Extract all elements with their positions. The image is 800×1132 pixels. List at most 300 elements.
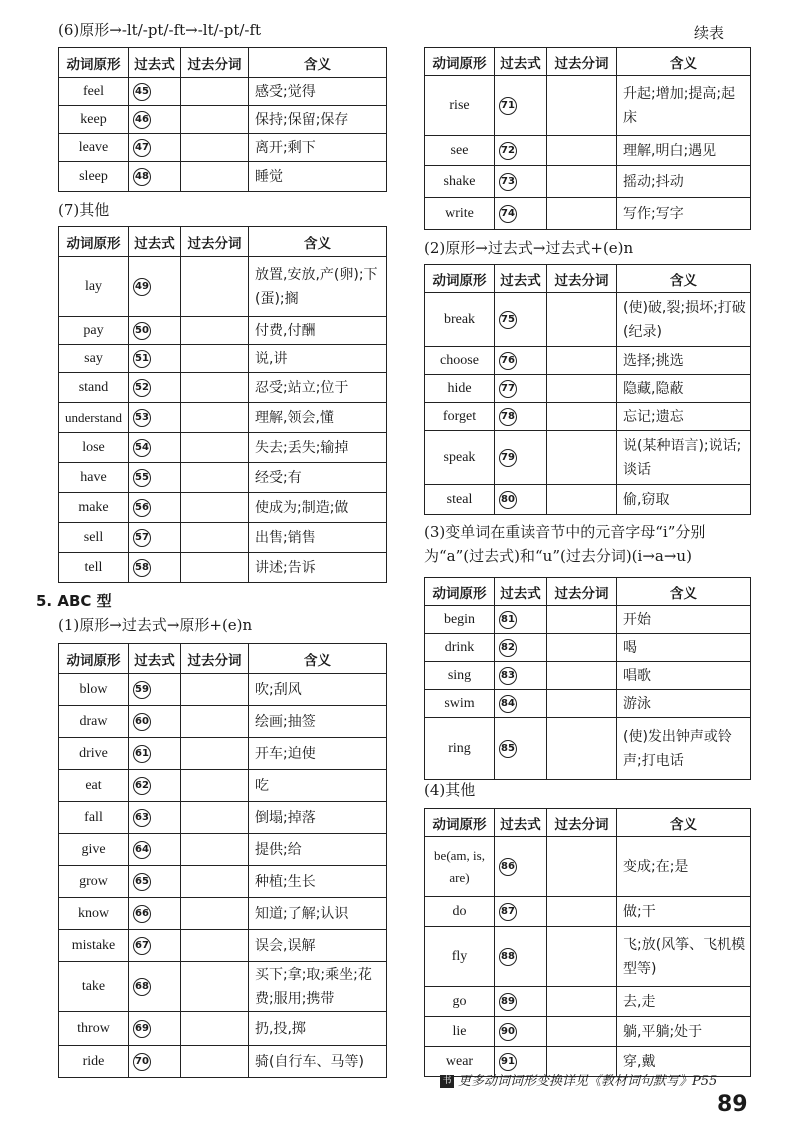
verb-base-form: drink — [425, 634, 495, 662]
past-tense-blank[interactable] — [129, 78, 181, 106]
past-tense-blank[interactable] — [129, 674, 181, 706]
item-number-badge: 83 — [499, 667, 517, 685]
table-header-row — [425, 578, 751, 606]
item-number-badge: 87 — [499, 903, 517, 921]
table-row — [425, 293, 751, 347]
past-tense-blank[interactable] — [129, 706, 181, 738]
verb-base-form: fall — [59, 802, 129, 834]
item-number-badge: 70 — [133, 1053, 151, 1071]
column-header: 过去分词 — [547, 265, 617, 293]
meaning-cell: 使成为;制造;做 — [249, 493, 387, 523]
past-participle-blank[interactable] — [547, 136, 617, 166]
past-tense-blank[interactable] — [129, 134, 181, 162]
table-abc-1 — [58, 643, 387, 1078]
past-participle-blank[interactable] — [181, 493, 249, 523]
item-number-badge: 88 — [499, 948, 517, 966]
meaning-cell: 去,走 — [617, 987, 751, 1017]
past-participle-blank[interactable] — [181, 898, 249, 930]
past-participle-blank[interactable] — [181, 1012, 249, 1046]
footer-note-text: 更多动词词形变换详见《教材词句默写》P55 — [458, 1074, 718, 1089]
meaning-cell: 变成;在;是 — [617, 837, 751, 897]
table-abc-4 — [424, 808, 751, 1077]
item-number-badge: 48 — [133, 168, 151, 186]
item-number-badge: 89 — [499, 993, 517, 1011]
meaning-cell: 开始 — [617, 606, 751, 634]
table-row — [425, 76, 751, 136]
column-header: 动词原形 — [425, 809, 495, 837]
past-tense-blank[interactable] — [495, 987, 547, 1017]
column-header: 动词原形 — [425, 578, 495, 606]
verb-base-form: ring — [425, 718, 495, 780]
column-header: 含义 — [249, 644, 387, 674]
table-row — [59, 463, 387, 493]
verb-base-form: eat — [59, 770, 129, 802]
meaning-cell: 做;干 — [617, 897, 751, 927]
past-tense-blank[interactable] — [129, 930, 181, 962]
verb-base-form: blow — [59, 674, 129, 706]
abc-2-title: (2)原形→过去式→过去式+(e)n — [424, 239, 634, 257]
past-tense-blank[interactable] — [129, 1046, 181, 1078]
item-number-badge: 85 — [499, 740, 517, 758]
item-number-badge: 59 — [133, 681, 151, 699]
table-row — [425, 897, 751, 927]
verb-base-form: shake — [425, 166, 495, 198]
meaning-cell: 误会,误解 — [249, 930, 387, 962]
past-tense-blank[interactable] — [129, 257, 181, 317]
verb-base-form: choose — [425, 347, 495, 375]
past-tense-blank[interactable] — [129, 345, 181, 373]
meaning-cell: 种植;生长 — [249, 866, 387, 898]
past-participle-blank[interactable] — [181, 78, 249, 106]
verb-base-form: lose — [59, 433, 129, 463]
column-header: 过去分词 — [547, 48, 617, 76]
verb-base-form: mistake — [59, 930, 129, 962]
column-header: 动词原形 — [59, 644, 129, 674]
meaning-cell: 穿,戴 — [617, 1047, 751, 1077]
meaning-cell: 知道;了解;认识 — [249, 898, 387, 930]
table-row — [425, 347, 751, 375]
item-number-badge: 52 — [133, 379, 151, 397]
table-row — [59, 433, 387, 463]
table-row — [59, 373, 387, 403]
meaning-cell: 出售;销售 — [249, 523, 387, 553]
column-header: 过去分词 — [181, 644, 249, 674]
column-header: 过去式 — [495, 809, 547, 837]
item-number-badge: 50 — [133, 322, 151, 340]
table-row — [59, 930, 387, 962]
past-participle-blank[interactable] — [547, 76, 617, 136]
past-tense-blank[interactable] — [129, 317, 181, 345]
footer-note — [440, 1070, 717, 1089]
verb-base-form: forget — [425, 403, 495, 431]
table-header-row — [425, 809, 751, 837]
table-header-row — [425, 265, 751, 293]
past-participle-blank[interactable] — [181, 162, 249, 192]
verb-base-form: have — [59, 463, 129, 493]
past-participle-blank[interactable] — [181, 706, 249, 738]
meaning-cell: 买下;拿;取;乘坐;花费;服用;携带 — [249, 962, 387, 1012]
verb-base-form: hide — [425, 375, 495, 403]
item-number-badge: 82 — [499, 639, 517, 657]
past-tense-blank[interactable] — [129, 738, 181, 770]
verb-base-form: understand — [59, 403, 129, 433]
verb-base-form: ride — [59, 1046, 129, 1078]
column-header: 过去分词 — [181, 227, 249, 257]
item-number-badge: 55 — [133, 469, 151, 487]
past-participle-blank[interactable] — [181, 738, 249, 770]
past-tense-blank[interactable] — [495, 837, 547, 897]
meaning-cell: 放置,安放,产(卵);下(蛋);搁 — [249, 257, 387, 317]
meaning-cell: 飞;放(风筝、飞机模型等) — [617, 927, 751, 987]
past-tense-blank[interactable] — [495, 375, 547, 403]
past-tense-blank[interactable] — [129, 106, 181, 134]
past-participle-blank[interactable] — [547, 485, 617, 515]
verb-base-form: break — [425, 293, 495, 347]
table-row — [59, 1046, 387, 1078]
column-header: 过去分词 — [547, 578, 617, 606]
meaning-cell: 骑(自行车、马等) — [249, 1046, 387, 1078]
past-participle-blank[interactable] — [547, 987, 617, 1017]
past-participle-blank[interactable] — [547, 606, 617, 634]
verb-base-form: see — [425, 136, 495, 166]
item-number-badge: 81 — [499, 611, 517, 629]
item-number-badge: 72 — [499, 142, 517, 160]
table-row — [59, 834, 387, 866]
meaning-cell: 选择;挑选 — [617, 347, 751, 375]
table-row — [59, 866, 387, 898]
verb-base-form: grow — [59, 866, 129, 898]
past-participle-blank[interactable] — [181, 674, 249, 706]
item-number-badge: 80 — [499, 491, 517, 509]
past-participle-blank[interactable] — [181, 1046, 249, 1078]
verb-base-form: rise — [425, 76, 495, 136]
table-row — [59, 317, 387, 345]
past-participle-blank[interactable] — [547, 375, 617, 403]
table-abc-1-continued — [424, 47, 751, 230]
item-number-badge: 90 — [499, 1023, 517, 1041]
past-tense-blank[interactable] — [129, 898, 181, 930]
table-row — [425, 718, 751, 780]
meaning-cell: 开车;迫使 — [249, 738, 387, 770]
item-number-badge: 62 — [133, 777, 151, 795]
meaning-cell: 失去;丢失;输掉 — [249, 433, 387, 463]
meaning-cell: 倒塌;掉落 — [249, 802, 387, 834]
verb-base-form: sing — [425, 662, 495, 690]
past-tense-blank[interactable] — [495, 662, 547, 690]
column-header: 过去式 — [129, 48, 181, 78]
table-header-row — [59, 644, 387, 674]
table-row — [59, 345, 387, 373]
verb-base-form: steal — [425, 485, 495, 515]
meaning-cell: 唱歌 — [617, 662, 751, 690]
item-number-badge: 54 — [133, 439, 151, 457]
meaning-cell: 付费,付酬 — [249, 317, 387, 345]
past-participle-blank[interactable] — [547, 662, 617, 690]
item-number-badge: 53 — [133, 409, 151, 427]
book-icon: 书 — [440, 1075, 454, 1088]
meaning-cell: (使)破,裂;损坏;打破(纪录) — [617, 293, 751, 347]
table-row — [425, 1017, 751, 1047]
past-participle-blank[interactable] — [547, 837, 617, 897]
verb-base-form: wear — [425, 1047, 495, 1077]
meaning-cell: 保持;保留;保存 — [249, 106, 387, 134]
group-7-title: (7)其他 — [58, 201, 110, 219]
past-participle-blank[interactable] — [547, 198, 617, 230]
table-header-row — [425, 48, 751, 76]
past-tense-blank[interactable] — [495, 690, 547, 718]
table-group-6 — [58, 47, 387, 192]
verb-base-form: drive — [59, 738, 129, 770]
past-participle-blank[interactable] — [181, 930, 249, 962]
meaning-cell: 扔,投,掷 — [249, 1012, 387, 1046]
past-participle-blank[interactable] — [181, 866, 249, 898]
verb-base-form: sleep — [59, 162, 129, 192]
past-participle-blank[interactable] — [547, 403, 617, 431]
past-tense-blank[interactable] — [495, 1017, 547, 1047]
verb-base-form: begin — [425, 606, 495, 634]
column-header: 过去式 — [495, 578, 547, 606]
item-number-badge: 57 — [133, 529, 151, 547]
verb-base-form: stand — [59, 373, 129, 403]
past-participle-blank[interactable] — [181, 463, 249, 493]
past-tense-blank[interactable] — [495, 403, 547, 431]
item-number-badge: 69 — [133, 1020, 151, 1038]
verb-base-form: go — [425, 987, 495, 1017]
past-tense-blank[interactable] — [495, 431, 547, 485]
verb-base-form: feel — [59, 78, 129, 106]
past-tense-blank[interactable] — [129, 1012, 181, 1046]
past-participle-blank[interactable] — [547, 166, 617, 198]
past-tense-blank[interactable] — [129, 962, 181, 1012]
item-number-badge: 56 — [133, 499, 151, 517]
verb-base-form: throw — [59, 1012, 129, 1046]
abc-1-title: (1)原形→过去式→原形+(e)n — [58, 616, 253, 634]
meaning-cell: 理解,领会,懂 — [249, 403, 387, 433]
verb-base-form: leave — [59, 134, 129, 162]
table-header-row — [59, 48, 387, 78]
meaning-cell: 提供;给 — [249, 834, 387, 866]
past-participle-blank[interactable] — [181, 373, 249, 403]
past-participle-blank[interactable] — [181, 403, 249, 433]
item-number-badge: 51 — [133, 350, 151, 368]
item-number-badge: 86 — [499, 858, 517, 876]
meaning-cell: 吃 — [249, 770, 387, 802]
verb-base-form: write — [425, 198, 495, 230]
past-tense-blank[interactable] — [129, 463, 181, 493]
past-tense-blank[interactable] — [495, 927, 547, 987]
past-tense-blank[interactable] — [495, 485, 547, 515]
past-tense-blank[interactable] — [129, 523, 181, 553]
verb-base-form: say — [59, 345, 129, 373]
verb-base-form: swim — [425, 690, 495, 718]
meaning-cell: 游泳 — [617, 690, 751, 718]
table-row — [59, 553, 387, 583]
verb-base-form: give — [59, 834, 129, 866]
table-row — [59, 1012, 387, 1046]
past-tense-blank[interactable] — [495, 166, 547, 198]
table-row — [425, 485, 751, 515]
meaning-cell: 说(某种语言);说话;谈话 — [617, 431, 751, 485]
item-number-badge: 61 — [133, 745, 151, 763]
table-row — [59, 106, 387, 134]
past-participle-blank[interactable] — [181, 134, 249, 162]
verb-base-form: lie — [425, 1017, 495, 1047]
past-participle-blank[interactable] — [181, 834, 249, 866]
past-participle-blank[interactable] — [181, 802, 249, 834]
column-header: 动词原形 — [59, 227, 129, 257]
past-participle-blank[interactable] — [547, 718, 617, 780]
past-participle-blank[interactable] — [181, 433, 249, 463]
past-participle-blank[interactable] — [547, 431, 617, 485]
column-header: 含义 — [249, 227, 387, 257]
verb-base-form: fly — [425, 927, 495, 987]
item-number-badge: 64 — [133, 841, 151, 859]
past-participle-blank[interactable] — [547, 690, 617, 718]
table-row — [425, 927, 751, 987]
past-tense-blank[interactable] — [495, 897, 547, 927]
table-row — [59, 962, 387, 1012]
past-tense-blank[interactable] — [129, 553, 181, 583]
verb-base-form: know — [59, 898, 129, 930]
table-row — [425, 690, 751, 718]
past-tense-blank[interactable] — [129, 403, 181, 433]
table-row — [59, 493, 387, 523]
column-header: 过去式 — [129, 227, 181, 257]
table-row — [59, 257, 387, 317]
table-row — [425, 837, 751, 897]
item-number-badge: 84 — [499, 695, 517, 713]
meaning-cell: 经受;有 — [249, 463, 387, 493]
past-tense-blank[interactable] — [495, 136, 547, 166]
item-number-badge: 68 — [133, 978, 151, 996]
past-tense-blank[interactable] — [129, 373, 181, 403]
past-participle-blank[interactable] — [547, 293, 617, 347]
meaning-cell: 隐藏,隐蔽 — [617, 375, 751, 403]
table-row — [425, 987, 751, 1017]
verb-base-form: lay — [59, 257, 129, 317]
meaning-cell: 摇动;抖动 — [617, 166, 751, 198]
verb-base-form: do — [425, 897, 495, 927]
past-tense-blank[interactable] — [129, 162, 181, 192]
past-tense-blank[interactable] — [129, 802, 181, 834]
item-number-badge: 66 — [133, 905, 151, 923]
past-tense-blank[interactable] — [495, 634, 547, 662]
item-number-badge: 63 — [133, 809, 151, 827]
meaning-cell: 睡觉 — [249, 162, 387, 192]
past-tense-blank[interactable] — [129, 433, 181, 463]
past-tense-blank[interactable] — [495, 293, 547, 347]
column-header: 过去式 — [129, 644, 181, 674]
table-row — [425, 198, 751, 230]
past-tense-blank[interactable] — [495, 606, 547, 634]
column-header: 含义 — [617, 48, 751, 76]
past-participle-blank[interactable] — [181, 523, 249, 553]
table-row — [59, 403, 387, 433]
table-row — [425, 662, 751, 690]
past-participle-blank[interactable] — [181, 770, 249, 802]
past-participle-blank[interactable] — [181, 106, 249, 134]
meaning-cell: 升起;增加;提高;起床 — [617, 76, 751, 136]
past-participle-blank[interactable] — [547, 634, 617, 662]
past-tense-blank[interactable] — [129, 770, 181, 802]
item-number-badge: 47 — [133, 139, 151, 157]
item-number-badge: 67 — [133, 937, 151, 955]
section-5-title: 5. ABC 型 — [36, 592, 112, 610]
meaning-cell: 理解,明白;遇见 — [617, 136, 751, 166]
column-header: 含义 — [617, 265, 751, 293]
verb-base-form: pay — [59, 317, 129, 345]
column-header: 含义 — [617, 578, 751, 606]
past-tense-blank[interactable] — [129, 834, 181, 866]
column-header: 含义 — [249, 48, 387, 78]
verb-base-form: take — [59, 962, 129, 1012]
verb-base-form: speak — [425, 431, 495, 485]
meaning-cell: 忘记;遗忘 — [617, 403, 751, 431]
table-header-row — [59, 227, 387, 257]
past-tense-blank[interactable] — [495, 347, 547, 375]
item-number-badge: 74 — [499, 205, 517, 223]
item-number-badge: 60 — [133, 713, 151, 731]
table-row — [59, 162, 387, 192]
column-header: 过去分词 — [547, 809, 617, 837]
verb-base-form: tell — [59, 553, 129, 583]
past-participle-blank[interactable] — [547, 927, 617, 987]
item-number-badge: 45 — [133, 83, 151, 101]
table-row — [59, 898, 387, 930]
item-number-badge: 78 — [499, 408, 517, 426]
item-number-badge: 46 — [133, 111, 151, 129]
meaning-cell: 偷,窃取 — [617, 485, 751, 515]
table-row — [425, 431, 751, 485]
item-number-badge: 77 — [499, 380, 517, 398]
past-tense-blank[interactable] — [495, 198, 547, 230]
table-row — [59, 674, 387, 706]
item-number-badge: 91 — [499, 1053, 517, 1071]
table-group-7 — [58, 226, 387, 583]
table-row — [59, 134, 387, 162]
past-tense-blank[interactable] — [495, 76, 547, 136]
past-participle-blank[interactable] — [181, 345, 249, 373]
meaning-cell: 躺,平躺;处于 — [617, 1017, 751, 1047]
past-participle-blank[interactable] — [181, 317, 249, 345]
table-abc-3 — [424, 577, 751, 780]
column-header: 过去式 — [495, 265, 547, 293]
meaning-cell: 说,讲 — [249, 345, 387, 373]
table-row — [59, 523, 387, 553]
page-number: 89 — [717, 1092, 748, 1117]
meaning-cell: 绘画;抽签 — [249, 706, 387, 738]
verb-base-form: make — [59, 493, 129, 523]
item-number-badge: 49 — [133, 278, 151, 296]
verb-base-form: be(am, is, are) — [425, 837, 495, 897]
past-tense-blank[interactable] — [129, 493, 181, 523]
past-participle-blank[interactable] — [181, 553, 249, 583]
past-participle-blank[interactable] — [547, 347, 617, 375]
past-tense-blank[interactable] — [129, 866, 181, 898]
past-participle-blank[interactable] — [181, 962, 249, 1012]
meaning-cell: 写作;写字 — [617, 198, 751, 230]
past-tense-blank[interactable] — [495, 718, 547, 780]
item-number-badge: 71 — [499, 97, 517, 115]
past-participle-blank[interactable] — [547, 1017, 617, 1047]
continued-label: 续表 — [694, 24, 725, 42]
meaning-cell: 吹;刮风 — [249, 674, 387, 706]
group-6-title: (6)原形→-lt/-pt/-ft→-lt/-pt/-ft — [58, 21, 262, 39]
past-participle-blank[interactable] — [547, 897, 617, 927]
meaning-cell: 感受;觉得 — [249, 78, 387, 106]
past-participle-blank[interactable] — [181, 257, 249, 317]
item-number-badge: 75 — [499, 311, 517, 329]
